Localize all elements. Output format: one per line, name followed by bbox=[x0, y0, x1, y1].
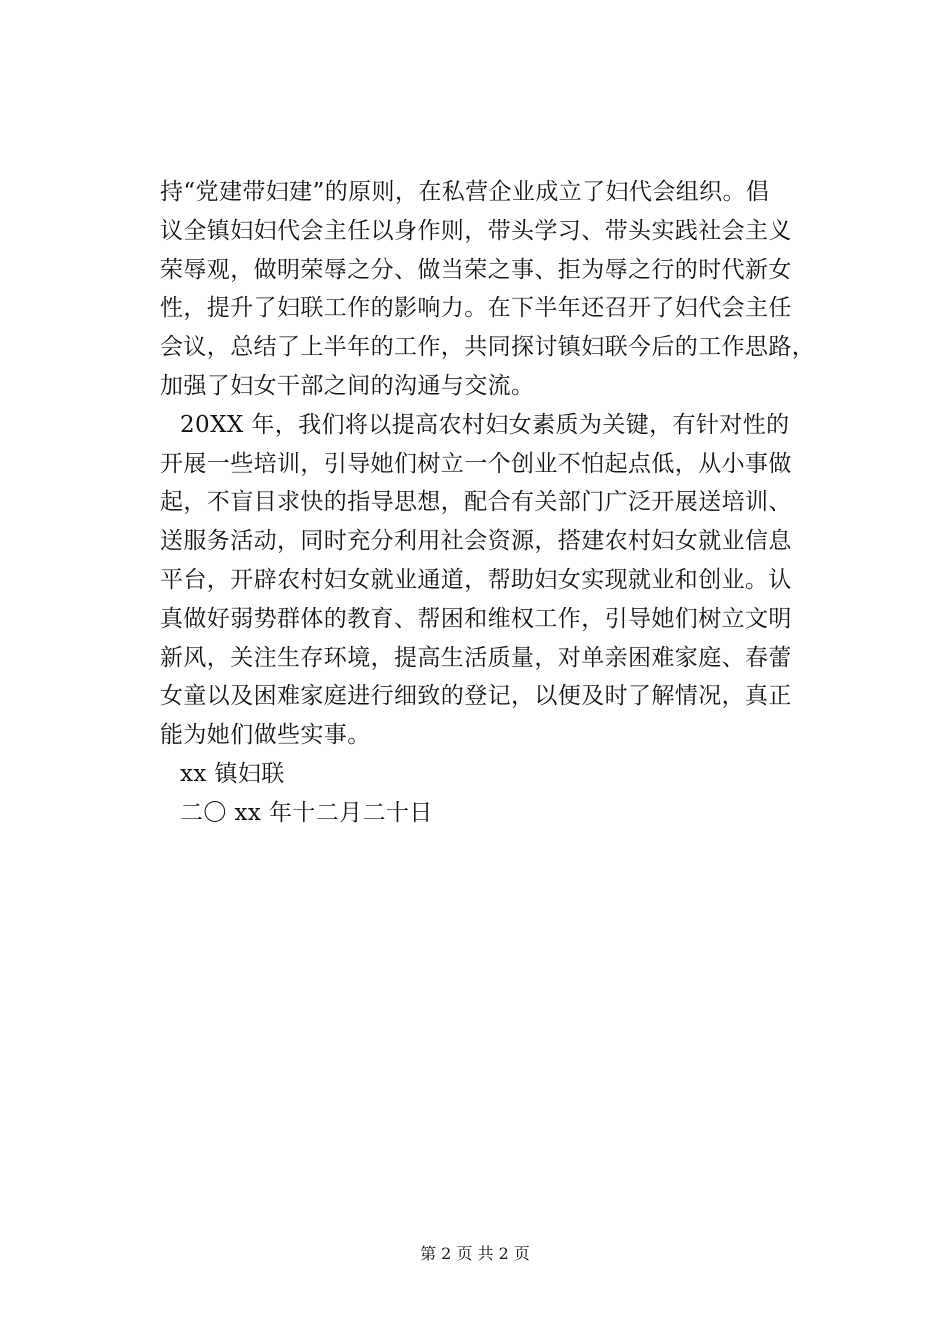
paragraph-line: 真做好弱势群体的教育、帮困和维权工作，引导她们树立文明 bbox=[160, 605, 792, 632]
paragraph-line: 能为她们做些实事。 bbox=[160, 722, 371, 749]
page-number-footer: 第 2 页 共 2 页 bbox=[420, 1244, 530, 1263]
paragraph-line: 起，不盲目求快的指导思想，配合有关部门广泛开展送培训、 bbox=[160, 489, 792, 516]
paragraph-line: 荣辱观，做明荣辱之分、做当荣之事、拒为辱之行的时代新女 bbox=[160, 256, 792, 283]
signature-organization: xx 镇妇联 bbox=[180, 760, 285, 787]
paragraph-line: 20XX 年，我们将以提高农村妇女素质为关键，有针对性的 bbox=[180, 411, 790, 438]
paragraph-line: 新风，关注生存环境，提高生活质量，对单亲困难家庭、春蕾 bbox=[160, 644, 792, 671]
paragraph-line: 女童以及困难家庭进行细致的登记，以便及时了解情况，真正 bbox=[160, 683, 792, 710]
paragraph-line: 议全镇妇妇代会主任以身作则，带头学习、带头实践社会主义 bbox=[160, 217, 792, 244]
document-body bbox=[160, 173, 860, 833]
paragraph-line: 会议，总结了上半年的工作，共同探讨镇妇联今后的工作思路， bbox=[160, 334, 816, 361]
paragraph-line: 加强了妇女干部之间的沟通与交流。 bbox=[160, 372, 535, 399]
paragraph-line: 开展一些培训，引导她们树立一个创业不怕起点低，从小事做 bbox=[160, 450, 792, 477]
paragraph-line: 持“党建带妇建”的原则，在私营企业成立了妇代会组织。倡 bbox=[160, 179, 770, 205]
signature-date: 二〇 xx 年十二月二十日 bbox=[180, 799, 433, 826]
paragraph-line: 性，提升了妇联工作的影响力。在下半年还召开了妇代会主任 bbox=[160, 295, 792, 322]
paragraph-line: 送服务活动，同时充分利用社会资源，搭建农村妇女就业信息 bbox=[160, 528, 792, 555]
paragraph-line: 平台，开辟农村妇女就业通道，帮助妇女实现就业和创业。认 bbox=[160, 566, 792, 593]
